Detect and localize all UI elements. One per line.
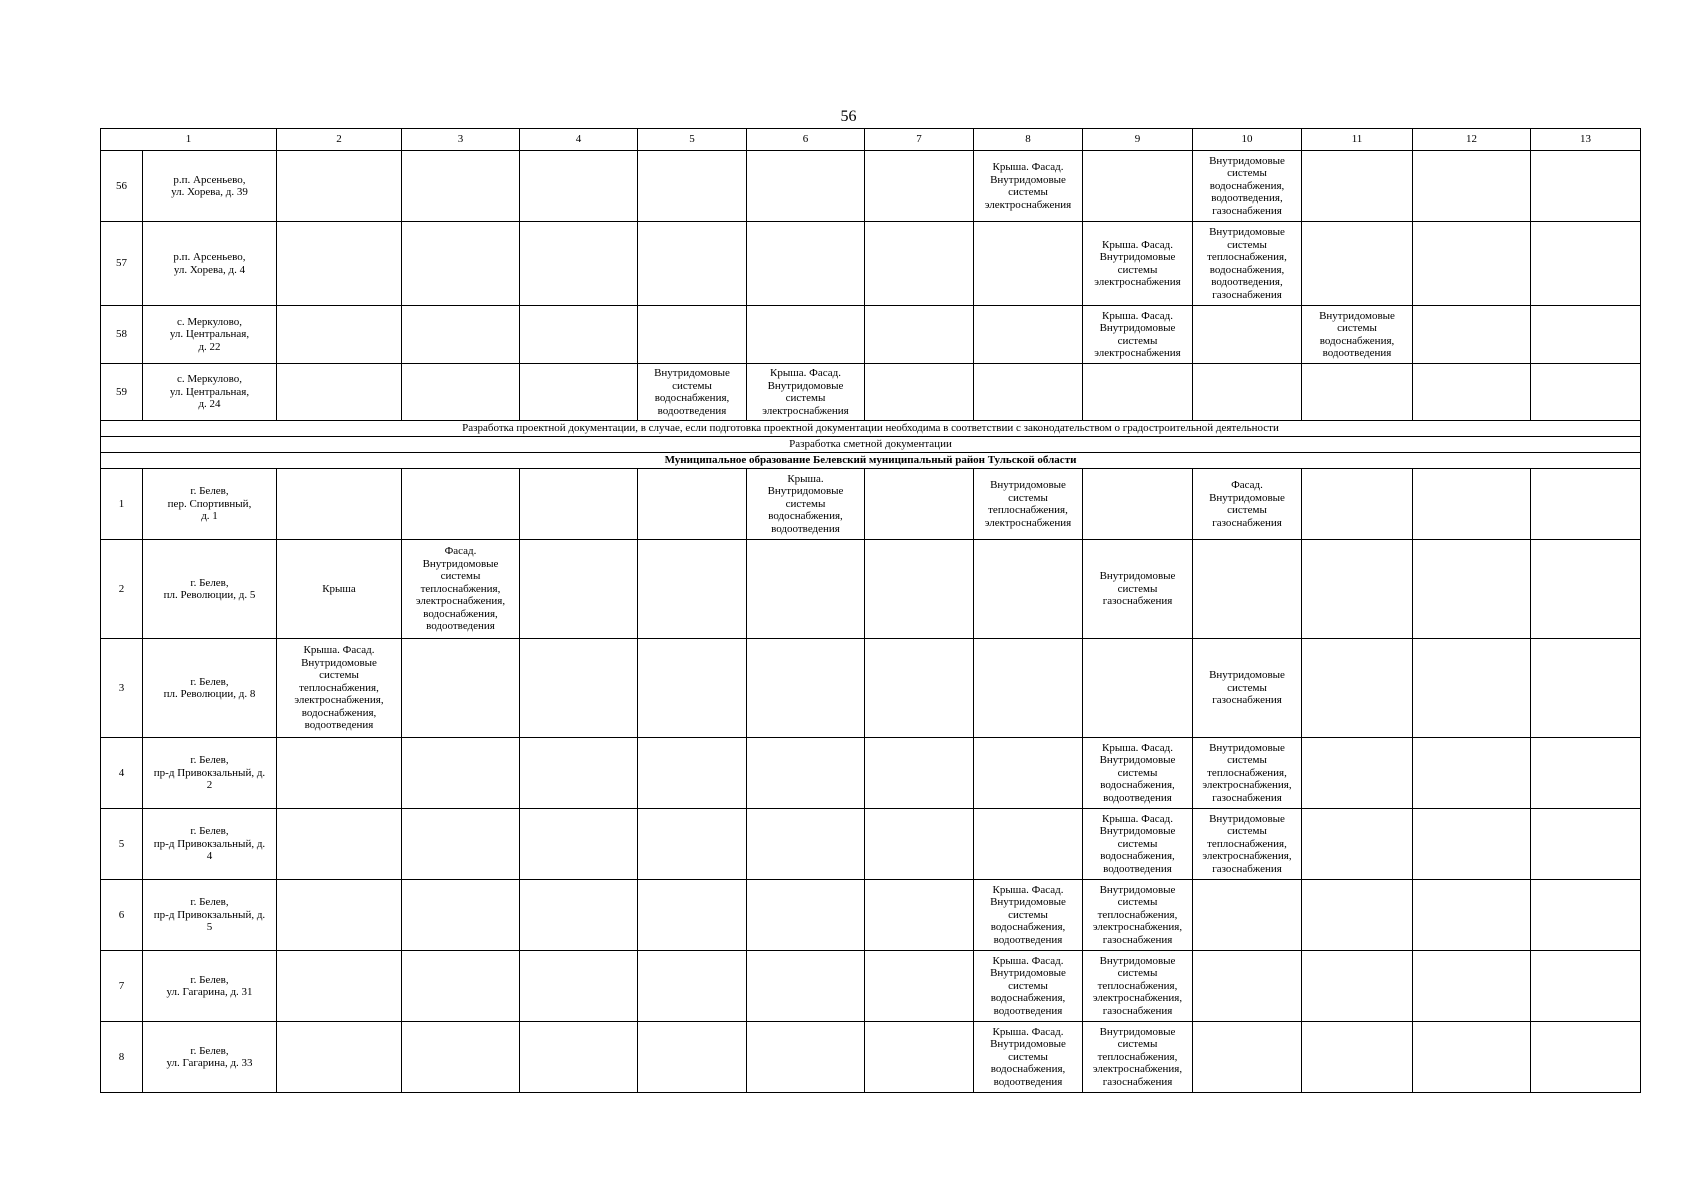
section-title: Муниципальное образование Белевский муниципальный район Тульской области bbox=[101, 453, 1641, 469]
column-number-cell: 7 bbox=[865, 129, 974, 151]
work-type-cell bbox=[1302, 951, 1413, 1022]
work-type-cell bbox=[1302, 880, 1413, 951]
work-type-cell bbox=[974, 540, 1083, 639]
column-number-cell: 10 bbox=[1193, 129, 1302, 151]
row-number-cell: 5 bbox=[101, 809, 143, 880]
work-type-cell bbox=[1193, 540, 1302, 639]
table-row bbox=[101, 809, 1641, 880]
table-row bbox=[101, 364, 1641, 421]
work-type-cell bbox=[1413, 306, 1531, 364]
address-cell: г. Белев, пер. Спортивный, д. 1 bbox=[143, 469, 277, 540]
work-type-cell: Крыша. Фасад. Внутридомовые системы электроснабжения bbox=[1083, 222, 1193, 306]
address-cell: р.п. Арсеньево, ул. Хорева, д. 39 bbox=[143, 151, 277, 222]
work-type-cell bbox=[520, 809, 638, 880]
work-type-cell bbox=[974, 306, 1083, 364]
table-row bbox=[101, 951, 1641, 1022]
column-number-cell: 9 bbox=[1083, 129, 1193, 151]
work-type-cell bbox=[1302, 151, 1413, 222]
work-type-cell bbox=[402, 639, 520, 738]
table-row bbox=[101, 1022, 1641, 1093]
work-type-cell bbox=[1413, 1022, 1531, 1093]
work-type-cell: Внутридомовые системы водоснабжения, водоотведения, газоснабжения bbox=[1193, 151, 1302, 222]
row-number-cell: 7 bbox=[101, 951, 143, 1022]
work-type-cell bbox=[277, 364, 402, 421]
work-type-cell bbox=[1531, 809, 1641, 880]
column-number-cell: 12 bbox=[1413, 129, 1531, 151]
row-number-cell: 59 bbox=[101, 364, 143, 421]
work-type-cell: Внутридомовые системы теплоснабжения, электроснабжения, газоснабжения bbox=[1083, 880, 1193, 951]
work-type-cell: Внутридомовые системы газоснабжения bbox=[1193, 639, 1302, 738]
work-type-cell bbox=[974, 222, 1083, 306]
work-type-cell bbox=[638, 951, 747, 1022]
work-type-cell bbox=[1083, 151, 1193, 222]
work-type-cell bbox=[865, 639, 974, 738]
work-type-cell bbox=[520, 222, 638, 306]
address-cell: г. Белев, пр-д Привокзальный, д. 2 bbox=[143, 738, 277, 809]
work-type-cell bbox=[974, 364, 1083, 421]
row-number-cell: 1 bbox=[101, 469, 143, 540]
work-type-cell bbox=[1083, 639, 1193, 738]
work-type-cell bbox=[638, 738, 747, 809]
work-type-cell bbox=[1413, 222, 1531, 306]
work-type-cell bbox=[277, 151, 402, 222]
work-type-cell bbox=[638, 151, 747, 222]
work-type-cell bbox=[1531, 639, 1641, 738]
work-type-cell: Внутридомовые системы теплоснабжения, электроснабжения bbox=[974, 469, 1083, 540]
work-type-cell: Внутридомовые системы теплоснабжения, электроснабжения, газоснабжения bbox=[1083, 951, 1193, 1022]
address-cell: г. Белев, пл. Революции, д. 8 bbox=[143, 639, 277, 738]
work-type-cell bbox=[1413, 151, 1531, 222]
work-type-cell bbox=[865, 540, 974, 639]
table-row bbox=[101, 540, 1641, 639]
work-type-cell bbox=[520, 880, 638, 951]
work-type-cell bbox=[277, 738, 402, 809]
work-type-cell bbox=[747, 540, 865, 639]
work-type-cell bbox=[638, 639, 747, 738]
work-type-cell: Крыша. Фасад. Внутридомовые системы электроснабжения bbox=[1083, 306, 1193, 364]
work-type-cell: Крыша. Фасад. Внутридомовые системы теплоснабжения, электроснабжения, водоснабжения, водоотведения bbox=[277, 639, 402, 738]
work-type-cell bbox=[747, 639, 865, 738]
work-type-cell bbox=[520, 364, 638, 421]
work-type-cell: Фасад. Внутридомовые системы теплоснабжения, электроснабжения, водоснабжения, водоотведения bbox=[402, 540, 520, 639]
work-type-cell bbox=[1531, 151, 1641, 222]
work-type-cell bbox=[277, 1022, 402, 1093]
address-cell: г. Белев, пл. Революции, д. 5 bbox=[143, 540, 277, 639]
work-type-cell bbox=[520, 1022, 638, 1093]
work-type-cell bbox=[974, 639, 1083, 738]
work-type-cell: Внутридомовые системы теплоснабжения, электроснабжения, газоснабжения bbox=[1083, 1022, 1193, 1093]
row-number-cell: 3 bbox=[101, 639, 143, 738]
work-type-cell bbox=[402, 738, 520, 809]
work-type-cell bbox=[520, 738, 638, 809]
work-type-cell bbox=[1531, 880, 1641, 951]
work-type-cell bbox=[1413, 540, 1531, 639]
table-row bbox=[101, 469, 1641, 540]
column-number-cell: 4 bbox=[520, 129, 638, 151]
work-type-cell: Фасад. Внутридомовые системы газоснабжения bbox=[1193, 469, 1302, 540]
work-type-cell bbox=[402, 364, 520, 421]
works-schedule-table bbox=[100, 128, 1641, 1093]
design-documentation-note-row bbox=[101, 421, 1641, 437]
work-type-cell bbox=[865, 738, 974, 809]
work-type-cell bbox=[865, 469, 974, 540]
work-type-cell bbox=[747, 151, 865, 222]
work-type-cell bbox=[865, 951, 974, 1022]
work-type-cell bbox=[402, 880, 520, 951]
work-type-cell: Крыша. Фасад. Внутридомовые системы водоснабжения, водоотведения bbox=[1083, 738, 1193, 809]
work-type-cell bbox=[1083, 469, 1193, 540]
work-type-cell bbox=[1531, 222, 1641, 306]
work-type-cell: Внутридомовые системы теплоснабжения, электроснабжения, газоснабжения bbox=[1193, 809, 1302, 880]
address-cell: г. Белев, ул. Гагарина, д. 33 bbox=[143, 1022, 277, 1093]
work-type-cell bbox=[865, 364, 974, 421]
work-type-cell bbox=[1531, 364, 1641, 421]
work-type-cell bbox=[747, 1022, 865, 1093]
work-type-cell bbox=[638, 880, 747, 951]
work-type-cell bbox=[277, 809, 402, 880]
work-type-cell bbox=[747, 880, 865, 951]
work-type-cell bbox=[638, 809, 747, 880]
table-row bbox=[101, 222, 1641, 306]
work-type-cell bbox=[865, 880, 974, 951]
work-type-cell bbox=[1302, 222, 1413, 306]
work-type-cell bbox=[520, 306, 638, 364]
column-number-cell: 8 bbox=[974, 129, 1083, 151]
work-type-cell bbox=[520, 951, 638, 1022]
work-type-cell bbox=[1531, 540, 1641, 639]
work-type-cell: Крыша bbox=[277, 540, 402, 639]
work-type-cell bbox=[1302, 469, 1413, 540]
work-type-cell bbox=[402, 469, 520, 540]
table-row bbox=[101, 639, 1641, 738]
address-cell: р.п. Арсеньево, ул. Хорева, д. 4 bbox=[143, 222, 277, 306]
work-type-cell bbox=[638, 1022, 747, 1093]
work-type-cell: Крыша. Фасад. Внутридомовые системы водоснабжения, водоотведения bbox=[1083, 809, 1193, 880]
work-type-cell bbox=[1531, 738, 1641, 809]
work-type-cell bbox=[1413, 809, 1531, 880]
work-type-cell bbox=[747, 809, 865, 880]
work-type-cell: Крыша. Фасад. Внутридомовые системы водоснабжения, водоотведения bbox=[974, 880, 1083, 951]
row-number-cell: 8 bbox=[101, 1022, 143, 1093]
table-row bbox=[101, 738, 1641, 809]
work-type-cell bbox=[402, 151, 520, 222]
work-type-cell: Крыша. Фасад. Внутридомовые системы электроснабжения bbox=[974, 151, 1083, 222]
work-type-cell: Крыша. Внутридомовые системы водоснабжения, водоотведения bbox=[747, 469, 865, 540]
work-type-cell bbox=[1302, 809, 1413, 880]
row-number-cell: 4 bbox=[101, 738, 143, 809]
work-type-cell bbox=[865, 222, 974, 306]
column-number-cell: 1 bbox=[101, 129, 277, 151]
row-number-cell: 57 bbox=[101, 222, 143, 306]
work-type-cell bbox=[1413, 951, 1531, 1022]
work-type-cell bbox=[1531, 306, 1641, 364]
work-type-cell bbox=[402, 809, 520, 880]
work-type-cell bbox=[1193, 880, 1302, 951]
work-type-cell bbox=[638, 222, 747, 306]
work-type-cell bbox=[747, 738, 865, 809]
estimate-documentation-note-row bbox=[101, 437, 1641, 453]
work-type-cell: Внутридомовые системы теплоснабжения, водоснабжения, водоотведения, газоснабжения bbox=[1193, 222, 1302, 306]
page-number: 56 bbox=[840, 108, 857, 125]
address-cell: с. Меркулово, ул. Центральная, д. 22 bbox=[143, 306, 277, 364]
work-type-cell bbox=[402, 1022, 520, 1093]
work-type-cell bbox=[277, 880, 402, 951]
column-number-cell: 6 bbox=[747, 129, 865, 151]
work-type-cell bbox=[638, 540, 747, 639]
column-number-cell: 2 bbox=[277, 129, 402, 151]
work-type-cell bbox=[1302, 1022, 1413, 1093]
column-number-cell: 5 bbox=[638, 129, 747, 151]
column-number-cell: 3 bbox=[402, 129, 520, 151]
row-number-cell: 6 bbox=[101, 880, 143, 951]
work-type-cell: Крыша. Фасад. Внутридомовые системы электроснабжения bbox=[747, 364, 865, 421]
work-type-cell bbox=[1413, 364, 1531, 421]
work-type-cell bbox=[1193, 364, 1302, 421]
work-type-cell bbox=[1413, 639, 1531, 738]
column-number-cell: 13 bbox=[1531, 129, 1641, 151]
column-number-cell: 11 bbox=[1302, 129, 1413, 151]
work-type-cell bbox=[1531, 951, 1641, 1022]
work-type-cell: Крыша. Фасад. Внутридомовые системы водоснабжения, водоотведения bbox=[974, 951, 1083, 1022]
work-type-cell bbox=[520, 151, 638, 222]
work-type-cell bbox=[277, 951, 402, 1022]
work-type-cell bbox=[865, 151, 974, 222]
work-type-cell bbox=[747, 222, 865, 306]
work-type-cell: Внутридомовые системы газоснабжения bbox=[1083, 540, 1193, 639]
table-row bbox=[101, 151, 1641, 222]
work-type-cell bbox=[747, 951, 865, 1022]
work-type-cell bbox=[974, 809, 1083, 880]
work-type-cell bbox=[1302, 540, 1413, 639]
table-row bbox=[101, 306, 1641, 364]
work-type-cell bbox=[277, 469, 402, 540]
work-type-cell bbox=[638, 306, 747, 364]
work-type-cell bbox=[520, 540, 638, 639]
work-type-cell bbox=[865, 306, 974, 364]
row-number-cell: 2 bbox=[101, 540, 143, 639]
address-cell: г. Белев, ул. Гагарина, д. 31 bbox=[143, 951, 277, 1022]
work-type-cell bbox=[1083, 364, 1193, 421]
work-type-cell bbox=[1193, 1022, 1302, 1093]
work-type-cell: Крыша. Фасад. Внутридомовые системы водоснабжения, водоотведения bbox=[974, 1022, 1083, 1093]
work-type-cell bbox=[1302, 639, 1413, 738]
work-type-cell bbox=[1302, 738, 1413, 809]
work-type-cell bbox=[1413, 469, 1531, 540]
work-type-cell bbox=[402, 306, 520, 364]
work-type-cell bbox=[520, 469, 638, 540]
address-cell: г. Белев, пр-д Привокзальный, д. 4 bbox=[143, 809, 277, 880]
work-type-cell bbox=[1302, 364, 1413, 421]
work-type-cell bbox=[747, 306, 865, 364]
work-type-cell bbox=[277, 306, 402, 364]
section-title-row bbox=[101, 453, 1641, 469]
work-type-cell bbox=[865, 1022, 974, 1093]
work-type-cell bbox=[638, 469, 747, 540]
work-type-cell bbox=[277, 222, 402, 306]
address-cell: с. Меркулово, ул. Центральная, д. 24 bbox=[143, 364, 277, 421]
work-type-cell bbox=[1531, 469, 1641, 540]
work-type-cell: Внутридомовые системы теплоснабжения, электроснабжения, газоснабжения bbox=[1193, 738, 1302, 809]
estimate-documentation-note: Разработка сметной документации bbox=[101, 437, 1641, 453]
work-type-cell: Внутридомовые системы водоснабжения, водоотведения bbox=[638, 364, 747, 421]
row-number-cell: 56 bbox=[101, 151, 143, 222]
work-type-cell: Внутридомовые системы водоснабжения, водоотведения bbox=[1302, 306, 1413, 364]
work-type-cell bbox=[1413, 880, 1531, 951]
table-row bbox=[101, 880, 1641, 951]
work-type-cell bbox=[974, 738, 1083, 809]
row-number-cell: 58 bbox=[101, 306, 143, 364]
work-type-cell bbox=[402, 951, 520, 1022]
work-type-cell bbox=[520, 639, 638, 738]
work-type-cell bbox=[1413, 738, 1531, 809]
column-number-row bbox=[101, 129, 1641, 151]
work-type-cell bbox=[1193, 306, 1302, 364]
address-cell: г. Белев, пр-д Привокзальный, д. 5 bbox=[143, 880, 277, 951]
work-type-cell bbox=[1531, 1022, 1641, 1093]
work-type-cell bbox=[865, 809, 974, 880]
work-type-cell bbox=[402, 222, 520, 306]
work-type-cell bbox=[1193, 951, 1302, 1022]
design-documentation-note: Разработка проектной документации, в случае, если подготовка проектной документации необходима в соответствии с законодательством о градостроительной деятельности bbox=[101, 421, 1641, 437]
